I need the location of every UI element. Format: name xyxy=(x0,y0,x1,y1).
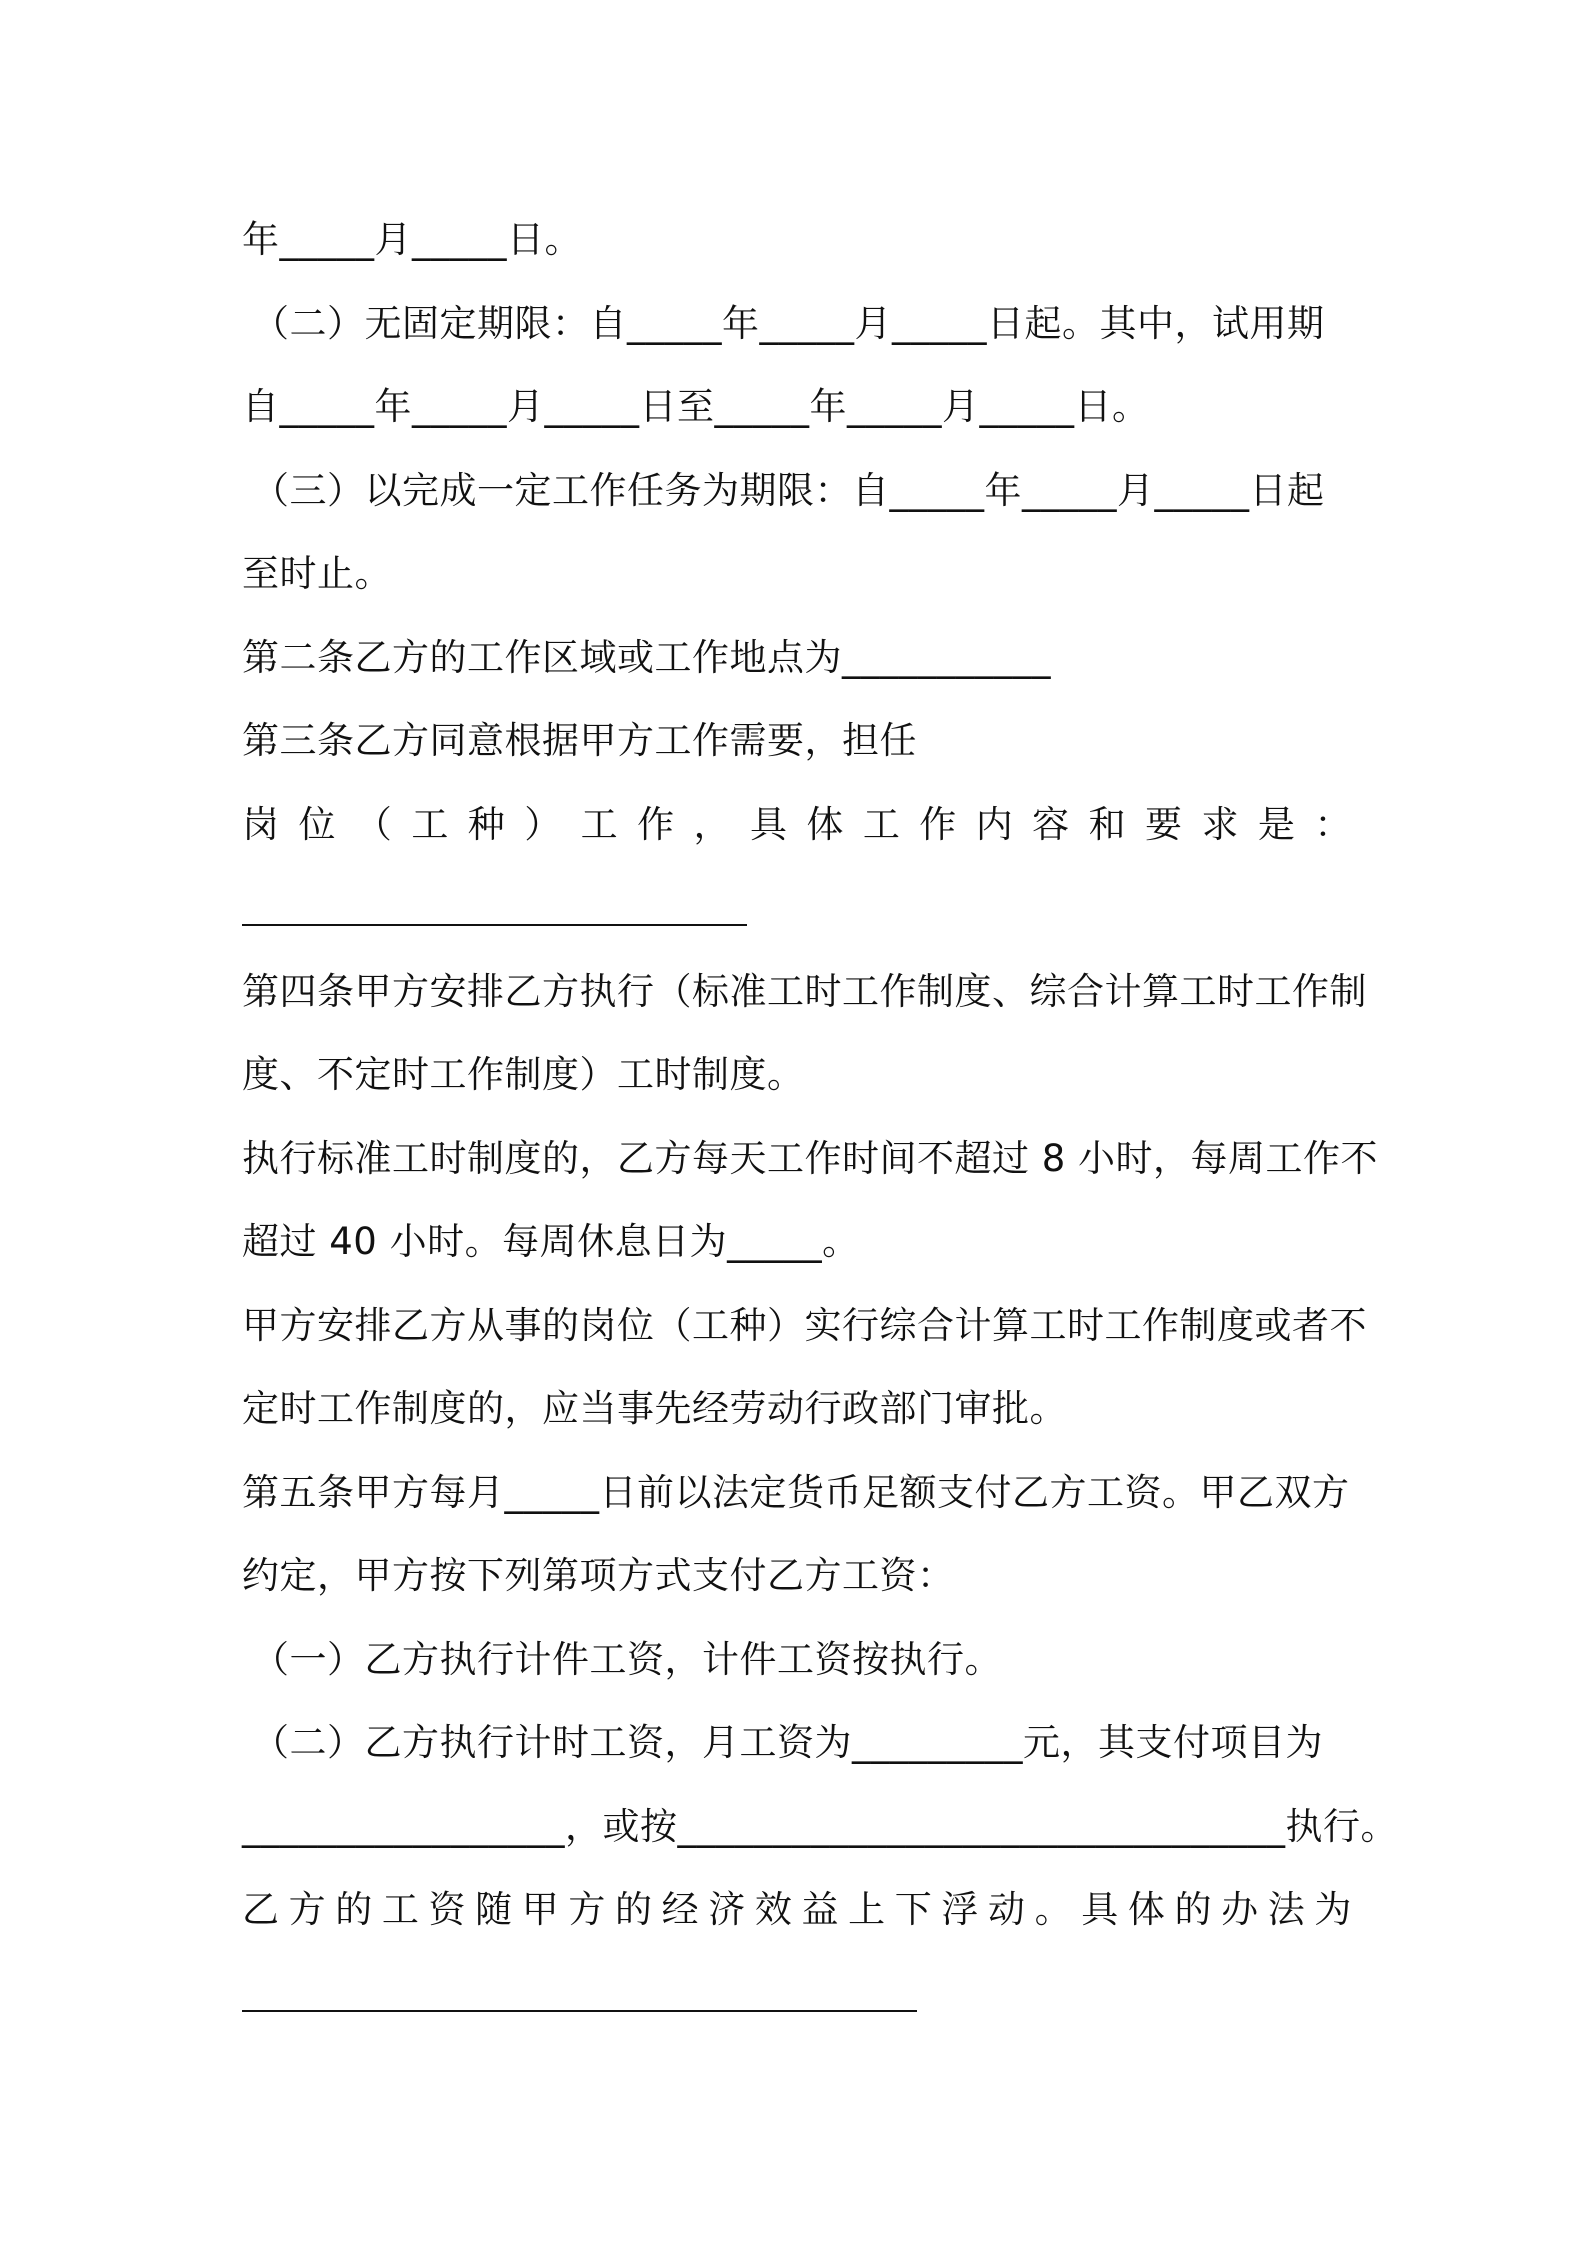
text-line: （一）乙方执行计件工资，计件工资按执行。 xyxy=(252,1637,1002,1681)
document-body xyxy=(242,198,1398,2035)
spaced-char: 济 xyxy=(708,1888,746,1931)
spaced-char: 岗 xyxy=(242,802,280,846)
spaced-char: ） xyxy=(524,802,562,846)
spaced-char: 求 xyxy=(1201,802,1239,846)
text-line: 约定，甲方按下列第项方式支付乙方工资： xyxy=(242,1554,955,1597)
spaced-char: 体 xyxy=(806,802,844,846)
spaced-char: 益 xyxy=(801,1888,839,1931)
spaced-char: 方 xyxy=(568,1888,606,1931)
text-line: （三）以完成一定工作任务为期限：自_____年_____月_____日起 xyxy=(252,468,1325,512)
spaced-char: 的 xyxy=(615,1888,653,1931)
text-line: 自_____年_____月_____日至_____年_____月_____日。 xyxy=(242,385,1150,428)
text-line: 第四条甲方安排乙方执行（标准工时工作制度、综合计算工时工作制 xyxy=(242,969,1367,1013)
spaced-char: ： xyxy=(1314,802,1352,846)
spaced-char: 的 xyxy=(1174,1888,1212,1931)
spaced-char: 的 xyxy=(335,1888,373,1931)
spaced-char: 上 xyxy=(848,1888,886,1931)
spaced-char: 工 xyxy=(862,802,901,846)
spaced-char: 为 xyxy=(1314,1888,1352,1931)
spaced-char: 容 xyxy=(1032,802,1070,846)
text-line: 度、不定时工作制度）工时制度。 xyxy=(242,1053,805,1096)
spaced-char: 资 xyxy=(428,1888,466,1931)
spaced-text-line-job-duties xyxy=(242,783,1352,867)
text-line: 甲方安排乙方从事的岗位（工种）实行综合计算工时工作制度或者不 xyxy=(242,1303,1367,1347)
text-line: 超过 40 小时。每周休息日为_____。 xyxy=(242,1220,860,1263)
spaced-char: 种 xyxy=(467,802,506,846)
text-line: 定时工作制度的，应当事先经劳动行政部门审批。 xyxy=(242,1387,1067,1430)
spaced-char: 作 xyxy=(919,802,957,846)
spaced-char: 效 xyxy=(754,1888,793,1931)
spaced-char: 办 xyxy=(1221,1888,1259,1931)
spaced-char: 具 xyxy=(1081,1888,1119,1931)
blank-underline xyxy=(242,924,747,926)
spaced-char: 随 xyxy=(475,1888,513,1931)
spaced-char: 工 xyxy=(381,1888,420,1931)
spaced-char: 动 xyxy=(988,1888,1026,1931)
spaced-char: ， xyxy=(693,802,731,846)
text-line: 年_____月_____日。 xyxy=(242,218,582,261)
spaced-char: 。 xyxy=(1034,1888,1073,1931)
spaced-char: （ xyxy=(354,802,393,846)
text-line: 第三条乙方同意根据甲方工作需要，担任 xyxy=(242,719,917,762)
spaced-char: 是 xyxy=(1257,802,1296,846)
text-line: （二）无固定期限：自_____年_____月_____日起。其中，试用期 xyxy=(252,301,1325,345)
text-line: 第二条乙方的工作区域或工作地点为___________ xyxy=(242,635,1051,679)
spaced-char: 工 xyxy=(580,802,619,846)
spaced-char: 工 xyxy=(411,802,449,846)
spaced-char: 位 xyxy=(298,802,336,846)
spaced-char: 要 xyxy=(1145,802,1183,846)
spaced-char: 甲 xyxy=(521,1888,560,1931)
blank-underline xyxy=(242,2010,917,2012)
spaced-char: 下 xyxy=(894,1888,933,1931)
spaced-char: 经 xyxy=(661,1888,700,1931)
text-line: 至时止。 xyxy=(242,552,392,595)
spaced-char: 内 xyxy=(975,802,1014,846)
text-line: 第五条甲方每月_____日前以法定货币足额支付乙方工资。甲乙双方 xyxy=(242,1470,1350,1514)
text-line: _________________，或按________________________________执行。 xyxy=(242,1804,1398,1848)
spaced-char: 体 xyxy=(1127,1888,1166,1931)
spaced-char: 和 xyxy=(1088,802,1127,846)
spaced-char: 方 xyxy=(288,1888,327,1931)
fill-in-blank-line xyxy=(242,1952,1360,2036)
text-line: 执行标准工时制度的，乙方每天工作时间不超过 8 小时，每周工作不 xyxy=(242,1136,1379,1180)
spaced-text-line-salary xyxy=(242,1868,1352,1952)
spaced-char: 法 xyxy=(1267,1888,1306,1931)
spaced-char: 乙 xyxy=(242,1888,280,1931)
spaced-char: 作 xyxy=(637,802,675,846)
text-line: （二）乙方执行计时工资，月工资为_________元，其支付项目为 xyxy=(252,1721,1323,1764)
fill-in-blank-line xyxy=(242,866,1360,950)
spaced-char: 浮 xyxy=(941,1888,979,1931)
spaced-char: 具 xyxy=(749,802,788,846)
